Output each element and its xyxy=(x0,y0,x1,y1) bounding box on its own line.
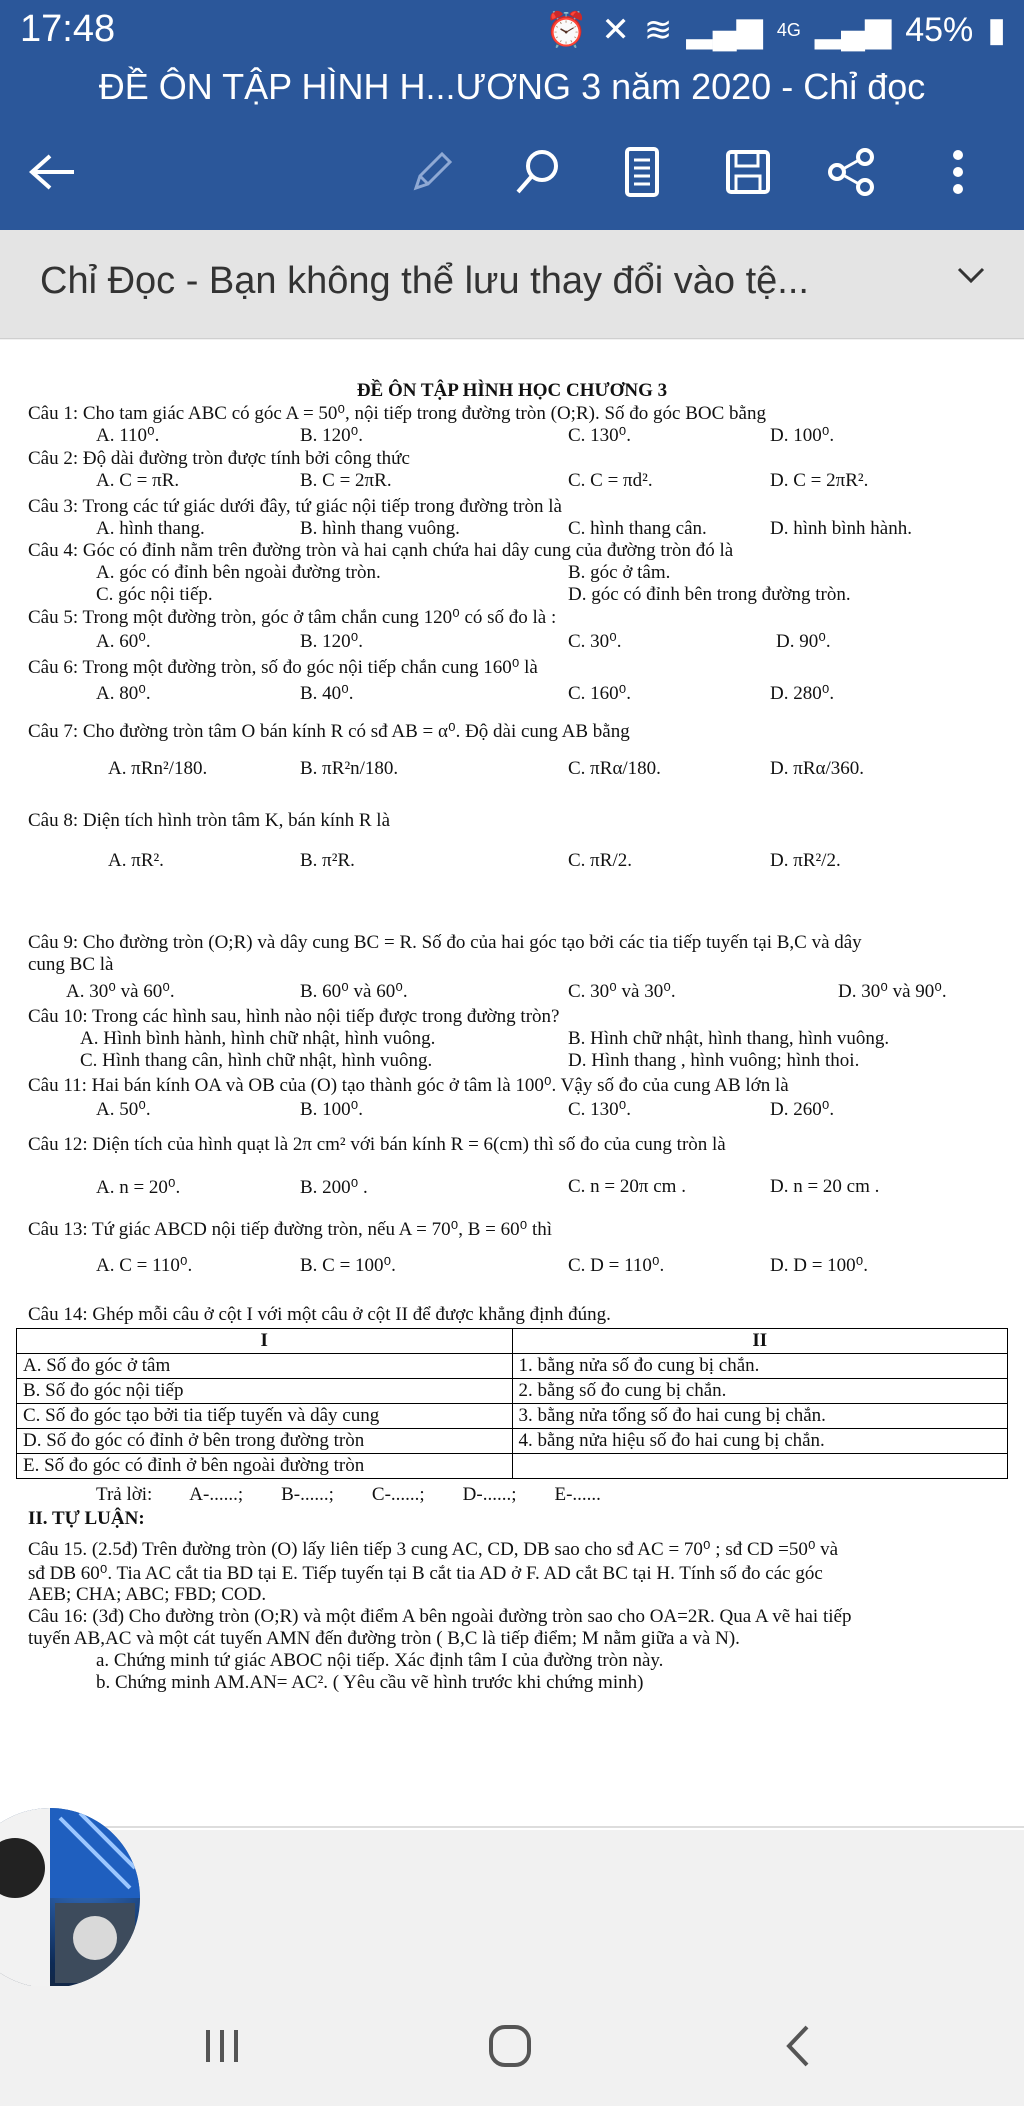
table-cell xyxy=(512,1454,1008,1479)
question-5: Câu 5: Trong một đường tròn, góc ở tâm chắn cung 120⁰ có số đo là : xyxy=(28,607,557,628)
network-type: 4G xyxy=(776,19,801,40)
option: C. C = πd². xyxy=(568,470,653,491)
option: D. D = 100⁰. xyxy=(770,1255,869,1276)
question-9-cont: cung BC là xyxy=(28,954,114,975)
section-heading: II. TỰ LUẬN: xyxy=(28,1508,145,1529)
option: C. πRα/180. xyxy=(568,758,661,779)
matching-table xyxy=(16,1328,1008,1479)
table-row xyxy=(17,1429,1008,1454)
option: B. 100⁰. xyxy=(300,1099,364,1120)
clock: 17:48 xyxy=(20,8,116,50)
battery-icon: ▮ xyxy=(987,11,1006,49)
signal-icon-2: ▂▄▆ xyxy=(814,11,892,49)
recent-apps-icon[interactable] xyxy=(192,2016,252,2076)
read-only-banner[interactable] xyxy=(0,230,1024,339)
option: D. πR²/2. xyxy=(770,850,841,871)
option: A. C = πR. xyxy=(96,470,180,491)
option: B. πR²n/180. xyxy=(300,758,399,779)
table-header-row xyxy=(17,1329,1008,1354)
question-16-part-a: a. Chứng minh tứ giác ABOC nội tiếp. Xác định tâm I của đường tròn này. xyxy=(96,1650,664,1671)
option: C. n = 20π cm . xyxy=(568,1176,686,1197)
column-header: I xyxy=(17,1329,513,1354)
option: C. 130⁰. xyxy=(568,425,632,446)
option: D. 260⁰. xyxy=(770,1099,835,1120)
question-9: Câu 9: Cho đường tròn (O;R) và dây cung BC = R. Số đo của hai góc tạo bởi các tia tiếp tuyến tại B,C và dây xyxy=(28,932,862,953)
table-cell: B. Số đo góc nội tiếp xyxy=(17,1379,513,1404)
document-page[interactable] xyxy=(0,340,1024,1830)
option: A. hình thang. xyxy=(96,518,205,539)
option: D. 280⁰. xyxy=(770,683,835,704)
option: A. 110⁰. xyxy=(96,425,160,446)
table-cell: D. Số đo góc có đỉnh ở bên trong đường tròn xyxy=(17,1429,513,1454)
question-6: Câu 6: Trong một đường tròn, số đo góc nội tiếp chắn cung 160⁰ là xyxy=(28,657,538,678)
table-cell: 2. bằng số đo cung bị chắn. xyxy=(512,1379,1008,1404)
option: B. C = 2πR. xyxy=(300,470,392,491)
question-7: Câu 7: Cho đường tròn tâm O bán kính R có sđ AB = α⁰. Độ dài cung AB bằng xyxy=(28,721,630,742)
option: D. 90⁰. xyxy=(776,631,831,652)
divider xyxy=(0,1826,1024,1828)
question-16: Câu 16: (3đ) Cho đường tròn (O;R) và một điểm A bên ngoài đường tròn sao cho OA=2R. Qua A vẽ hai tiếp xyxy=(28,1606,852,1627)
mute-icon: ✕ xyxy=(601,11,630,49)
table-cell: 1. bằng nửa số đo cung bị chắn. xyxy=(512,1354,1008,1379)
option: B. 40⁰. xyxy=(300,683,354,704)
option: B. 200⁰ . xyxy=(300,1177,368,1198)
wifi-icon: ≋ xyxy=(643,11,673,49)
question-10: Câu 10: Trong các hình sau, hình nào nội tiếp được trong đường tròn? xyxy=(28,1006,560,1027)
question-16-cont: tuyến AB,AC và một cát tuyến AMN đến đường tròn ( B,C là tiếp điểm; M nằm giữa a và N). xyxy=(28,1628,740,1649)
question-1: Câu 1: Cho tam giác ABC có góc A = 50⁰, nội tiếp trong đường tròn (O;R). Số đo góc BOC bằng xyxy=(28,403,766,424)
table-cell: 4. bằng nửa hiệu số đo hai cung bị chắn. xyxy=(512,1429,1008,1454)
option: B. C = 100⁰. xyxy=(300,1255,396,1276)
table-cell: 3. bằng nửa tổng số đo hai cung bị chắn. xyxy=(512,1404,1008,1429)
more-icon[interactable] xyxy=(928,142,988,202)
option: D. hình bình hành. xyxy=(770,518,912,539)
option: C. 130⁰. xyxy=(568,1099,632,1120)
option: C. góc nội tiếp. xyxy=(96,584,213,605)
system-nav-bar xyxy=(0,1986,1024,2106)
table-cell: A. Số đo góc ở tâm xyxy=(17,1354,513,1379)
option: C. Hình thang cân, hình chữ nhật, hình vuông. xyxy=(80,1050,433,1071)
option: B. 120⁰. xyxy=(300,425,364,446)
question-15-cont: AEB; CHA; ABC; FBD; COD. xyxy=(28,1584,267,1605)
option: D. 100⁰. xyxy=(770,425,835,446)
option: C. 30⁰. xyxy=(568,631,622,652)
option: B. 120⁰. xyxy=(300,631,364,652)
back-nav-icon[interactable] xyxy=(768,2016,828,2076)
option: C. 30⁰ và 30⁰. xyxy=(568,981,676,1002)
back-icon[interactable] xyxy=(22,142,82,202)
option: A. 50⁰. xyxy=(96,1099,151,1120)
home-icon[interactable] xyxy=(480,2016,540,2076)
app-header xyxy=(0,62,1024,230)
battery-level: 45% xyxy=(905,10,974,49)
option: B. Hình chữ nhật, hình thang, hình vuông. xyxy=(568,1028,890,1049)
share-icon[interactable] xyxy=(822,142,882,202)
option: B. π²R. xyxy=(300,850,355,871)
option: D. πRα/360. xyxy=(770,758,864,779)
option: A. C = 110⁰. xyxy=(96,1255,193,1276)
reading-view-icon[interactable] xyxy=(612,142,672,202)
option: B. góc ở tâm. xyxy=(568,562,671,583)
question-13: Câu 13: Tứ giác ABCD nội tiếp đường tròn, nếu A = 70⁰, B = 60⁰ thì xyxy=(28,1219,553,1240)
question-3: Câu 3: Trong các tứ giác dưới đây, tứ giác nội tiếp trong đường tròn là xyxy=(28,496,562,517)
question-8: Câu 8: Diện tích hình tròn tâm K, bán kính R là xyxy=(28,810,391,831)
option: D. 30⁰ và 90⁰. xyxy=(838,981,947,1002)
column-header: II xyxy=(512,1329,1008,1354)
table-cell: E. Số đo góc có đỉnh ở bên ngoài đường tròn xyxy=(17,1454,513,1479)
option: B. 60⁰ và 60⁰. xyxy=(300,981,408,1002)
chevron-down-icon[interactable] xyxy=(956,266,986,291)
option: C. πR/2. xyxy=(568,850,632,871)
option: D. góc có đỉnh bên trong đường tròn. xyxy=(568,584,851,605)
question-14: Câu 14: Ghép mỗi câu ở cột I với một câu ở cột II để được khẳng định đúng. xyxy=(28,1304,611,1325)
option: A. 80⁰. xyxy=(96,683,151,704)
save-icon[interactable] xyxy=(718,142,778,202)
table-row xyxy=(17,1454,1008,1479)
search-icon[interactable] xyxy=(508,142,568,202)
option: C. hình thang cân. xyxy=(568,518,707,539)
option: A. 60⁰. xyxy=(96,631,151,652)
question-2: Câu 2: Độ dài đường tròn được tính bởi công thức xyxy=(28,448,410,469)
edit-icon[interactable] xyxy=(402,142,462,202)
option: D. n = 20 cm . xyxy=(770,1176,880,1197)
question-11: Câu 11: Hai bán kính OA và OB của (O) tạo thành góc ở tâm là 100⁰. Vậy số đo của cung AB lớn là xyxy=(28,1075,789,1096)
option: A. Hình bình hành, hình chữ nhật, hình vuông. xyxy=(80,1028,436,1049)
status-bar xyxy=(0,0,1024,62)
document-title: ĐỀ ÔN TẬP HÌNH H...ƯƠNG 3 năm 2020 - Chỉ đọc xyxy=(98,66,926,107)
option: A. πRn²/180. xyxy=(108,758,208,779)
answer-line: Trả lời: A-......; B-......; C-......; D-......; E-...... xyxy=(96,1484,601,1505)
table-row xyxy=(17,1354,1008,1379)
option: D. Hình thang , hình vuông; hình thoi. xyxy=(568,1050,860,1071)
question-15: Câu 15. (2.5đ) Trên đường tròn (O) lấy liên tiếp 3 cung AC, CD, DB sao cho sđ AC = 70⁰ ; sđ CD =50⁰ và xyxy=(28,1539,839,1560)
alarm-icon: ⏰ xyxy=(545,11,588,49)
question-15-cont: sđ DB 60⁰. Tia AC cắt tia BD tại E. Tiếp tuyến tại B cắt tia AD ở F. AD cắt BC tại H. Tính số đo các góc xyxy=(28,1563,823,1584)
option: A. góc có đỉnh bên ngoài đường tròn. xyxy=(96,562,381,583)
status-icons xyxy=(545,10,1006,50)
question-4: Câu 4: Góc có đỉnh nằm trên đường tròn và hai cạnh chứa hai dây cung của đường tròn đó là xyxy=(28,540,734,561)
option: D. C = 2πR². xyxy=(770,470,869,491)
question-16-part-b: b. Chứng minh AM.AN= AC². ( Yêu cầu vẽ hình trước khi chứng minh) xyxy=(96,1672,644,1693)
table-row xyxy=(17,1379,1008,1404)
option: A. πR². xyxy=(108,850,164,871)
option: C. D = 110⁰. xyxy=(568,1255,665,1276)
document-heading: ĐỀ ÔN TẬP HÌNH HỌC CHƯƠNG 3 xyxy=(356,380,668,401)
option: A. 30⁰ và 60⁰. xyxy=(66,981,175,1002)
table-cell: C. Số đo góc tạo bởi tia tiếp tuyến và dây cung xyxy=(17,1404,513,1429)
option: C. 160⁰. xyxy=(568,683,632,704)
floating-avatar[interactable] xyxy=(0,1808,140,1988)
option: A. n = 20⁰. xyxy=(96,1177,181,1198)
read-only-notice: Chỉ Đọc - Bạn không thể lưu thay đổi vào tệ... xyxy=(40,260,809,302)
question-12: Câu 12: Diện tích của hình quạt là 2π cm² với bán kính R = 6(cm) thì số đo của cung tròn là xyxy=(28,1134,726,1155)
table-row xyxy=(17,1404,1008,1429)
option: B. hình thang vuông. xyxy=(300,518,460,539)
signal-icon: ▂▄▆ xyxy=(686,11,763,49)
